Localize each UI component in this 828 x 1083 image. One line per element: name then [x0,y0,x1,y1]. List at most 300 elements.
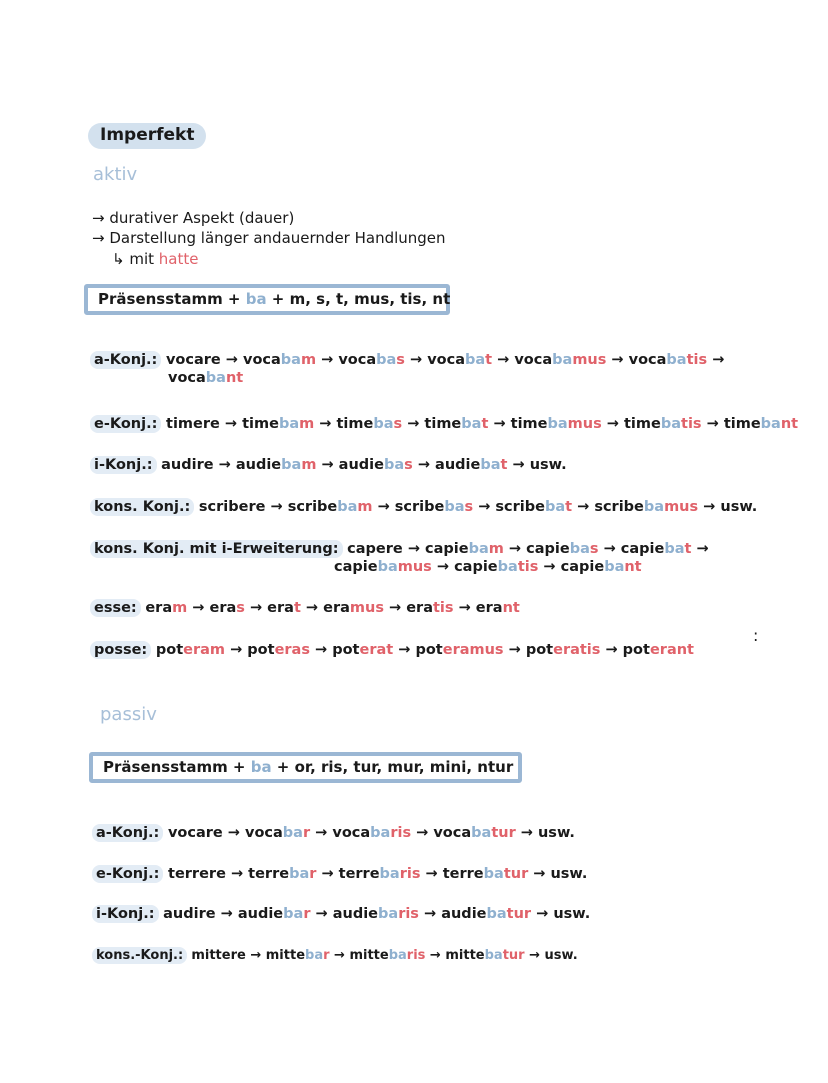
passiv-row-i-konj [92,906,590,922]
form-marker: ba [305,948,324,963]
verb-form [209,600,244,616]
form-ending: eram [183,642,226,658]
form-stem: era [267,600,294,616]
form-stem: era [406,600,433,616]
arrow-icon: → [492,352,515,368]
form-ending: t [293,600,301,616]
form-marker: ba [464,352,486,368]
formula-endings: + or, ris, tur, mur, mini, ntur [271,758,514,776]
form-stem: capie [526,541,570,557]
form-stem: usw. [544,948,578,963]
verb-form [415,642,503,658]
arrow-icon: → [503,642,526,658]
form-stem: terre [248,866,290,882]
form-stem: usw. [537,825,575,841]
form-ending: m [488,541,504,557]
form-ending: tis [686,352,708,368]
form-stem: audire [163,906,216,922]
form-stem: voca [514,352,553,368]
form-stem: scribe [394,499,445,515]
row-label: kons.-Konj.: [92,947,187,964]
verb-form [445,948,524,963]
page-title: Imperfekt [88,123,206,149]
verb-form [594,499,698,515]
verb-form [526,642,601,658]
form-ending: tur [506,906,532,922]
arrow-icon: → [412,457,436,473]
aktiv-row-a-konj [90,352,724,386]
arrow-icon: → [531,906,554,922]
verb-form [156,642,225,658]
form-marker: ba [378,906,399,922]
arrow-icon: → [300,600,324,616]
verb-form [629,352,708,368]
arrow-icon: → [528,866,551,882]
form-ending: t [485,352,493,368]
note-line: → Darstellung länger andauernder Handlungen [92,229,446,247]
form-ending: tur [503,866,529,882]
aktiv-row-esse [90,600,520,616]
verb-form [245,825,310,841]
form-stem: mittere [191,948,246,963]
verb-form [427,352,492,368]
form-stem: capie [560,559,605,575]
form-stem: pot [622,642,650,658]
form-marker: ba [337,499,358,515]
verb-form [323,600,384,616]
arrow-icon: → [572,499,595,515]
verb-form [337,416,403,432]
verb-form [161,457,213,473]
passiv-row-a-konj [92,825,575,841]
verb-form [425,541,504,557]
form-marker: ba [552,352,573,368]
form-ending: r [309,866,317,882]
form-marker: ba [760,416,781,432]
verb-form [168,825,223,841]
form-ending: t [481,416,489,432]
form-stem: time [336,416,374,432]
form-stem: time [723,416,761,432]
form-stem: mitte [349,948,389,963]
arrow-icon: → [404,352,428,368]
form-stem: scribe [287,499,338,515]
form-ending: t [565,499,573,515]
verb-form [476,600,520,616]
note-line-example [112,250,198,268]
form-stem: pot [332,642,360,658]
verb-form [433,825,515,841]
form-marker: ba [388,948,407,963]
arrow-icon: → [329,948,350,963]
form-ending: nt [780,416,799,432]
verb-form [266,948,330,963]
aktiv-row-i-konj [90,457,567,473]
row-label: esse: [90,599,141,617]
arrow-icon: → [538,559,561,575]
form-marker: ba [370,825,391,841]
form-marker: ba [643,499,665,515]
arrow-icon: → [213,457,236,473]
verb-form [538,825,575,841]
arrow-icon: → [215,906,238,922]
form-ending: tur [502,948,525,963]
row-label: e-Konj.: [90,415,161,433]
form-marker: ba [483,866,504,882]
form-ending: ris [399,866,421,882]
formula-endings: + m, s, t, mus, tis, nt [266,290,451,308]
verb-form [553,906,590,922]
verb-form [236,457,317,473]
arrow-icon: → [431,559,455,575]
verb-form [623,642,694,658]
form-stem: pot [247,642,275,658]
form-ending: t [500,457,508,473]
row-label: kons. Konj.: [90,498,194,516]
arrow-icon: → [503,541,527,557]
arrow-icon: → [316,352,339,368]
form-ending: m [300,352,317,368]
form-marker: ba [205,370,226,386]
form-stem: capie [425,541,469,557]
verb-form [349,948,425,963]
arrow-icon: → [515,825,538,841]
row-label: a-Konj.: [92,824,163,842]
form-stem: voca [245,825,283,841]
aktiv-row-e-konj [90,416,798,432]
form-marker: ba [379,866,400,882]
verb-form [332,642,393,658]
form-marker: ba [373,416,394,432]
form-stem: usw. [720,499,758,515]
verb-form [495,499,572,515]
form-stem: capie [620,541,665,557]
verb-form [338,352,405,368]
form-ending: ris [398,906,419,922]
verb-form [550,866,587,882]
form-stem: pot [415,642,443,658]
verb-form [339,457,413,473]
arrow-icon: → [220,352,243,368]
verb-form [720,499,757,515]
form-stem: terre [338,866,380,882]
form-marker: ba [280,352,301,368]
arrow-icon: → [265,499,288,515]
form-ending: ris [390,825,412,841]
form-stem: audie [235,457,282,473]
form-stem: capie [454,559,498,575]
formula-marker: ba [245,290,267,308]
verb-form [247,642,310,658]
formula-stem: Präsensstamm + [98,290,246,308]
verb-form [530,457,567,473]
arrow-icon: → [372,499,395,515]
arrow-icon: → [393,642,416,658]
form-ending: ris [406,948,426,963]
form-ending: tis [517,559,539,575]
form-stem: audie [441,906,487,922]
aktiv-row-posse [90,642,694,658]
row-label: a-Konj.: [90,351,161,369]
form-ending: mus [567,416,602,432]
note-line: → durativer Aspekt (dauer) [92,209,295,227]
note-example-word: hatte [158,250,199,268]
verb-form [454,559,538,575]
form-ending: s [393,416,403,432]
form-marker: ba [604,559,625,575]
verb-form [334,559,432,575]
form-stem: vocare [167,825,223,841]
verb-form [238,906,311,922]
verb-form [199,499,266,515]
form-ending: eratis [553,642,601,658]
aktiv-heading: aktiv [93,164,138,185]
row-label: i-Konj.: [92,905,159,923]
aktiv-row-kons-konj [90,499,757,515]
arrow-icon: → [383,600,407,616]
form-marker: ba [281,457,302,473]
form-ending: s [236,600,245,616]
row-label: kons. Konj. mit i-Erweiterung: [90,540,343,558]
form-ending: r [303,906,311,922]
verb-form [242,416,314,432]
form-ending: m [172,600,188,616]
form-stem: usw. [529,457,567,473]
arrow-icon: → [244,600,268,616]
form-ending: erat [359,642,394,658]
verb-form [166,416,220,432]
form-marker: ba [666,352,687,368]
row-continuation [90,370,724,386]
form-stem: voca [433,825,472,841]
form-stem: terre [442,866,484,882]
verb-form [561,559,642,575]
form-ending: eramus [442,642,504,658]
form-ending: mus [664,499,699,515]
form-stem: audie [237,906,284,922]
form-ending: mus [397,559,432,575]
arrow-icon: → [488,416,511,432]
form-ending: m [357,499,373,515]
form-stem: time [242,416,279,432]
form-marker: ba [484,948,503,963]
form-stem: era [475,600,503,616]
verb-form [424,416,488,432]
form-ending: tis [681,416,702,432]
verb-form [248,866,316,882]
form-marker: ba [664,541,685,557]
form-stem: usw. [550,866,588,882]
form-ending: nt [624,559,642,575]
verb-form [332,825,411,841]
arrow-icon: → [524,948,545,963]
arrow-icon: → [453,600,476,616]
arrow-icon: → [402,416,425,432]
note-prefix: ↳ mit [112,250,159,268]
form-ending: s [464,499,474,515]
arrow-icon: → [316,866,339,882]
passiv-row-e-konj [92,866,587,882]
arrow-icon: → [691,541,709,557]
margin-mark: : [753,626,759,645]
form-marker: ba [480,457,501,473]
formula-stem: Präsensstamm + [103,758,251,776]
form-stem: voca [332,825,371,841]
form-stem: time [424,416,462,432]
form-ending: s [589,541,599,557]
verb-form [145,600,187,616]
form-ending: tur [491,825,516,841]
arrow-icon: → [418,906,442,922]
form-marker: ba [468,541,489,557]
row-continuation [90,559,709,575]
verb-form [526,541,598,557]
form-ending: r [323,948,330,963]
verb-form [168,866,226,882]
form-ending: r [302,825,311,841]
form-marker: ba [383,457,405,473]
verb-form [347,541,403,557]
form-marker: ba [278,416,300,432]
form-ending: mus [349,600,384,616]
verb-form [724,416,798,432]
verb-form [545,948,578,963]
form-marker: ba [471,825,492,841]
form-stem: vocare [165,352,221,368]
arrow-icon: → [187,600,210,616]
arrow-icon: → [473,499,496,515]
arrow-icon: → [316,457,339,473]
arrow-icon: → [606,352,629,368]
form-stem: capie [334,559,378,575]
row-label: posse: [90,641,151,659]
form-stem: capere [347,541,403,557]
form-ending: mus [572,352,607,368]
form-stem: audie [435,457,481,473]
form-marker: ba [282,825,303,841]
form-marker: ba [660,416,682,432]
passiv-heading: passiv [100,704,157,725]
form-marker: ba [497,559,518,575]
form-stem: usw. [553,906,591,922]
verb-form [243,352,316,368]
form-marker: ba [486,906,507,922]
verb-form [288,499,373,515]
form-ending: t [684,541,692,557]
row-label: i-Konj.: [90,456,157,474]
arrow-icon: → [707,352,725,368]
arrow-icon: → [507,457,530,473]
verb-form [511,416,602,432]
verb-form [166,352,221,368]
form-ending: nt [502,600,520,616]
verb-form [514,352,606,368]
arrow-icon: → [411,825,434,841]
formula-box-passiv [89,752,522,783]
form-stem: audie [338,457,384,473]
form-stem: time [623,416,661,432]
arrow-icon: → [420,866,443,882]
form-ending: s [404,457,413,473]
form-marker: ba [376,352,397,368]
form-marker: ba [547,416,568,432]
verb-form [168,370,243,386]
verb-form [443,866,528,882]
form-stem: scribe [495,499,545,515]
form-stem: voca [427,352,465,368]
arrow-icon: → [309,642,333,658]
verb-form [435,457,507,473]
verb-form [624,416,702,432]
arrow-icon: → [698,499,721,515]
form-ending: m [301,457,317,473]
form-marker: ba [289,866,310,882]
arrow-icon: → [402,541,426,557]
form-marker: ba [544,499,566,515]
form-stem: pot [525,642,554,658]
arrow-icon: → [222,825,245,841]
verb-form [621,541,692,557]
verb-form [333,906,419,922]
arrow-icon: → [601,416,624,432]
passiv-row-kons-konj [92,948,578,963]
form-stem: era [145,600,173,616]
arrow-icon: → [225,866,249,882]
form-ending: tis [433,600,454,616]
arrow-icon: → [310,825,333,841]
arrow-icon: → [314,416,337,432]
form-stem: scribe [594,499,644,515]
arrow-icon: → [600,642,623,658]
verb-form [163,906,215,922]
verb-form [441,906,531,922]
formula-marker: ba [250,758,272,776]
verb-form [339,866,421,882]
form-stem: voca [243,352,281,368]
form-stem: terrere [168,866,226,882]
formula-box-aktiv [84,284,450,315]
form-stem: era [209,600,237,616]
form-stem: mitte [445,948,485,963]
form-stem: scribere [198,499,266,515]
form-ending: eras [274,642,310,658]
form-marker: ba [283,906,304,922]
form-ending: m [299,416,315,432]
form-stem: pot [155,642,184,658]
form-ending: erant [649,642,694,658]
form-stem: voca [628,352,667,368]
form-stem: voca [338,352,377,368]
arrow-icon: → [310,906,333,922]
form-stem: timere [166,416,220,432]
form-stem: time [510,416,548,432]
form-stem: audire [161,457,214,473]
form-stem: mitte [265,948,306,963]
form-ending: s [396,352,405,368]
form-marker: ba [377,559,398,575]
arrow-icon: → [225,642,248,658]
verb-form [267,600,301,616]
arrow-icon: → [219,416,243,432]
arrow-icon: → [245,948,266,963]
verb-form [395,499,473,515]
form-marker: ba [444,499,465,515]
form-ending: nt [225,370,244,386]
form-marker: ba [461,416,482,432]
verb-form [191,948,245,963]
form-stem: audie [332,906,379,922]
arrow-icon: → [425,948,446,963]
